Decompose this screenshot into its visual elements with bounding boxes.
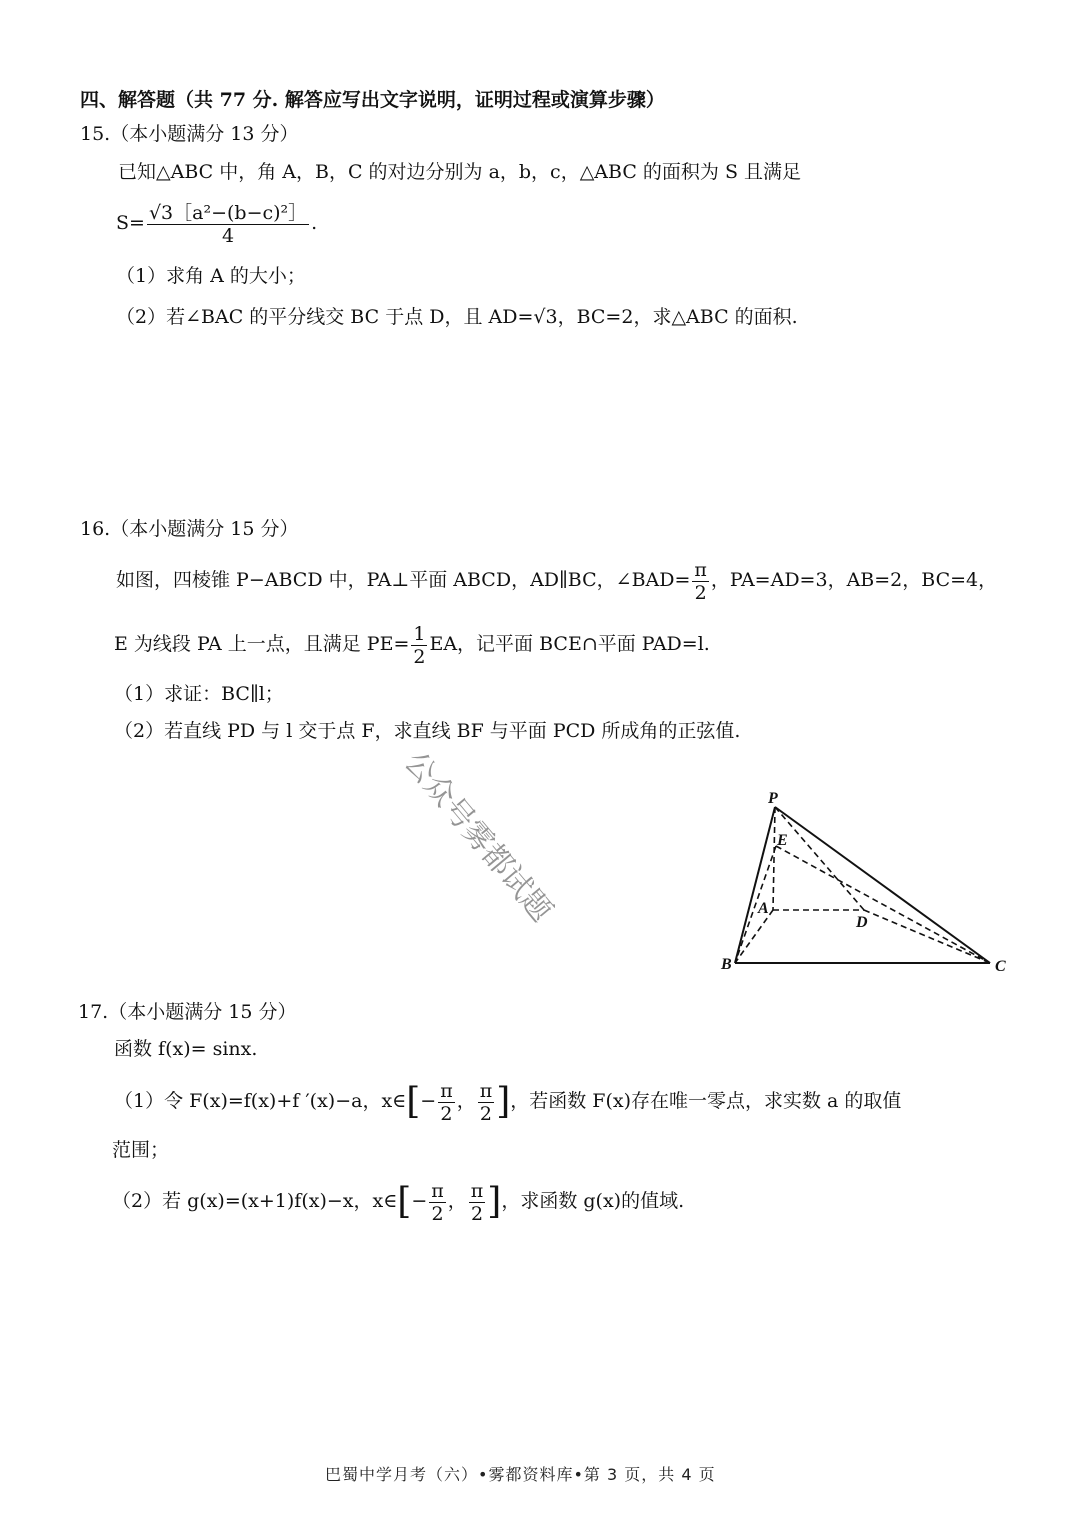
edge-PA [773,807,775,910]
frac-num: π [431,1179,444,1202]
q15-part2: （2）若∠BAC 的平分线交 BC 于点 D，且 AD=√3，BC=2，求△ABC 的面积. [116,306,798,328]
frac-num: π [470,1179,484,1202]
frac-num: π [479,1079,493,1102]
formula-num: √3［a²−(b−c)²］ [148,201,308,224]
label-B: B [721,956,732,973]
label-C: C [995,958,1006,975]
frac-den: 2 [440,1102,453,1125]
label-P: P [768,790,778,807]
q16-line2-a: E 为线段 PA 上一点，且满足 PE= [114,633,410,655]
frac-num: 1 [413,622,426,645]
q16-line2 [114,620,710,668]
q17-part2-a: （2）若 g(x)=(x+1)f(x)−x，x∈ [112,1190,398,1212]
edge-PB [735,807,775,963]
frac-num: π [694,558,707,581]
label-D: D [856,914,868,931]
q16-part2: （2）若直线 PD 与 l 交于点 F，求直线 BF 与平面 PCD 所成角的正弦值. [114,720,741,742]
frac-den: 2 [413,645,426,668]
frac-den: 2 [470,1202,484,1225]
one-half [411,623,427,668]
comma: ， [456,1090,476,1112]
page-footer: 巴蜀中学月考（六）•雾都资料库•第 3 页，共 4 页 [325,1465,716,1484]
edge-AB [735,910,773,963]
frac [429,1180,446,1225]
q16-line1-b: ，PA=AD=3，AB=2，BC=4， [710,569,998,591]
q17-stem: 函数 f(x)= sinx. [114,1038,258,1060]
q17-part2: （2）若 g(x)=(x+1)f(x)−x，x∈[− $\frac{\pi}{2}$ ， $\frac{\pi}{2}$ ]，求函数 g(x)的值域. [112,1179,685,1225]
pi-over-2 [692,559,709,604]
edge-PC [775,807,990,963]
frac-num: π [440,1079,453,1102]
frac-den: 2 [694,581,707,604]
comma: ， [447,1190,467,1212]
q16-line1-a: 如图，四棱锥 P−ABCD 中，PA⊥平面 ABCD，AD∥BC，∠BAD= [116,569,691,591]
q17-part1-cont: 范围； [112,1139,170,1161]
section-title: 四、解答题（共 77 分. 解答应写出文字说明，证明过程或演算步骤） [80,89,665,111]
q15-stem: 已知△ABC 中，角 A，B，C 的对边分别为 a，b，c，△ABC 的面积为 S 且满足 [118,161,802,183]
minus: − [420,1090,437,1112]
minus: − [411,1190,428,1212]
q17-part1-a: （1）令 F(x)=f(x)+f ′(x)−a，x∈ [114,1090,407,1112]
watermark: 公众号雾都试题 [397,745,559,929]
pyramid-figure [700,780,1030,980]
q16-line2-b: EA，记平面 BCE∩平面 PAD=l. [429,633,710,655]
frac [469,1180,486,1225]
edge-EC [776,846,990,963]
q16-part1: （1）求证：BC∥l； [114,683,284,705]
q15-part1: （1）求角 A 的大小； [116,265,306,287]
edge-PD [775,807,864,910]
q17-part2-b: ，求函数 g(x)的值域. [501,1190,685,1212]
formula-lhs: S= [116,212,145,234]
q15-header: 15.（本小题满分 13 分） [80,123,299,145]
label-A: A [758,900,769,917]
q15-formula: S= $\frac{\text{√3［a²−(b−c)²］}}{4}$ . [116,201,318,247]
frac [438,1080,455,1125]
edge-EB [735,846,776,963]
frac-den: 2 [479,1102,492,1125]
q17-part1-b: ，若函数 F(x)存在唯一零点，求实数 a 的取值 [510,1090,902,1112]
formula-den: 4 [222,224,235,247]
q17-header: 17.（本小题满分 15 分） [78,1001,297,1023]
q16-header: 16.（本小题满分 15 分） [80,518,299,540]
label-E: E [777,832,788,849]
formula-fraction [147,202,309,247]
frac-den: 2 [431,1202,444,1225]
frac [478,1080,495,1125]
q16-line1 [116,556,997,604]
q17-part1: （1）令 F(x)=f(x)+f ′(x)−a，x∈[− $\frac{\pi}{2}$ ， $\frac{\pi}{2}$ ]，若函数 F(x)存在唯一零点，求实数 a 的取值 [114,1079,902,1125]
